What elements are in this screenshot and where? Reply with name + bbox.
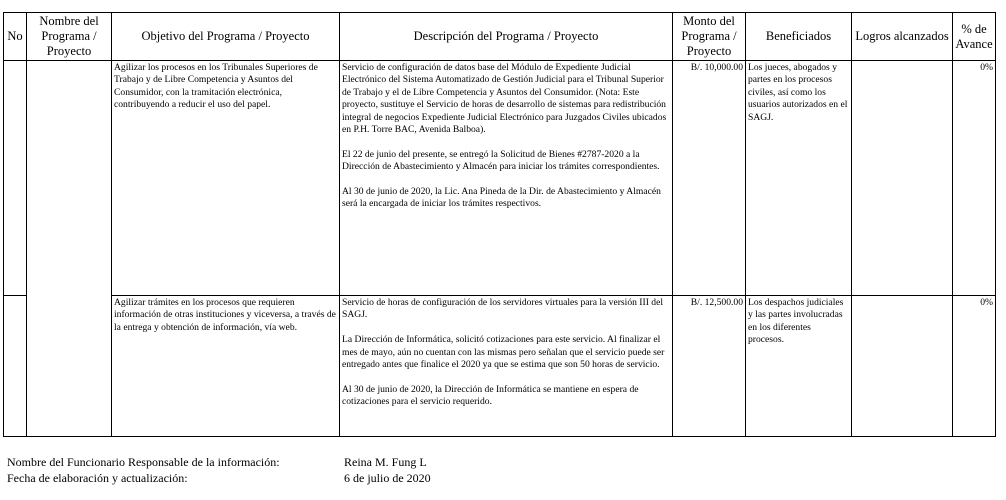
cell-logros xyxy=(852,296,953,437)
header-nombre: Nombre del Programa / Proyecto xyxy=(27,13,112,61)
cell-objetivo: Agilizar trámites en los procesos que requieren información de otras instituciones y viceversa, a través de la entrega y obtención de información, vía web. xyxy=(112,296,340,437)
cell-descripcion xyxy=(340,61,673,296)
header-monto: Monto del Programa / Proyecto xyxy=(673,13,746,61)
header-descripcion: Descripción del Programa / Proyecto xyxy=(340,13,673,61)
fecha-value: 6 de julio de 2020 xyxy=(344,471,431,485)
cell-avance: 0% xyxy=(953,61,996,296)
cell-beneficiados: Los despachos judiciales y las partes involucradas en los diferentes procesos. xyxy=(746,296,852,437)
cell-beneficiados: Los jueces, abogados y partes en los procesos civiles, así como los usuarios autorizados en el SAGJ. xyxy=(746,61,852,296)
table-row xyxy=(4,296,996,437)
cell-avance: 0% xyxy=(953,296,996,437)
description-paragraph: Servicio de horas de configuración de los servidores virtuales para la versión III del SAGJ. xyxy=(342,297,664,321)
description-paragraph: Servicio de configuración de datos base del Módulo de Expediente Judicial Electrónico del Sistema Automatizado de Gestión Judicial para el Tribunal Superior de Trabajo y el de Libre Competencia y Asuntos del Consumidor. (Nota: Este proyecto, sustituye el Servicio de horas de desarrollo de sistemas para redistribución integral de negocios Expediente Judicial Electrónico para Juzgados Civiles ubicados en P.H. Torre BAC, Avenida Balboa). xyxy=(342,62,667,136)
description-paragraph: La Dirección de Informática, solicitó cotizaciones para este servicio. Al finalizar el mes de mayo, aún no cuentan con las mismas pero señalan que el servicio puede ser entregado antes que finalice el 2020 ya que se estima que son 50 horas de servicio. xyxy=(342,334,665,371)
table-row xyxy=(4,61,996,296)
header-no: No xyxy=(4,13,27,61)
description-paragraph: Al 30 de junio de 2020, la Dirección de Informática se mantiene en espera de cotizaciones para el servicio requerido. xyxy=(342,383,639,408)
cell-objetivo: Agilizar los procesos en los Tribunales Superiores de Trabajo y de Libre Competencia y Asuntos del Consumidor, con la tramitación electrónica, contribuyendo a reducir el uso del papel. xyxy=(112,61,340,296)
fecha-label: Fecha de elaboración y actualización: xyxy=(7,471,188,485)
header-beneficiados: Beneficiados xyxy=(746,13,852,61)
description-paragraph: Al 30 de junio de 2020, la Lic. Ana Pineda de la Dir. de Abastecimiento y Almacén será la encargada de iniciar los trámites respectivos. xyxy=(342,186,661,210)
responsable-label: Nombre del Funcionario Responsable de la información: xyxy=(7,455,280,469)
header-logros: Logros alcanzados xyxy=(852,13,953,61)
cell-logros xyxy=(852,61,953,296)
header-avance: % de Avance xyxy=(953,13,996,61)
responsable-value: Reina M. Fung L xyxy=(344,455,427,469)
cell-descripcion xyxy=(340,296,673,437)
cell-no xyxy=(4,61,27,296)
header-objetivo: Objetivo del Programa / Proyecto xyxy=(112,13,340,61)
cell-nombre xyxy=(27,61,112,437)
table-header-row xyxy=(4,13,996,61)
cell-monto: B/. 12,500.00 xyxy=(673,296,746,437)
description-paragraph: El 22 de junio del presente, se entregó la Solicitud de Bienes #2787-2020 a la Dirección de Abastecimiento y Almacén para iniciar los trámites correspondientes. xyxy=(342,148,660,173)
cell-monto: B/. 10,000.00 xyxy=(673,61,746,296)
cell-no xyxy=(4,296,27,437)
program-report-table xyxy=(3,12,996,437)
